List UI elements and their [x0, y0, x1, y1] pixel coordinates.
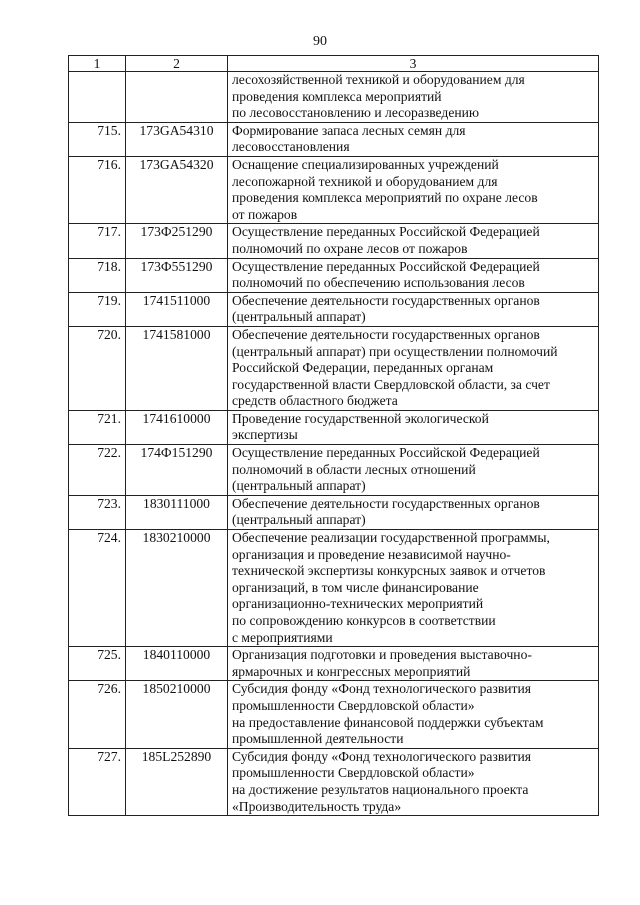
row-code-cell: 1840110000 — [126, 647, 228, 681]
description-line: Субсидия фонду «Фонд технологического развития — [232, 748, 531, 764]
description-line: с мероприятиями — [232, 629, 333, 645]
row-description-cell — [228, 326, 599, 410]
row-code-cell: 173Ф551290 — [126, 258, 228, 292]
row-code-cell: 1741581000 — [126, 326, 228, 410]
row-description-cell — [228, 156, 599, 223]
description-line: (центральный аппарат) — [232, 478, 366, 494]
continuation-row — [69, 72, 599, 123]
row-number-cell: 716. — [69, 156, 126, 223]
description-line: государственной власти Свердловской области, за счет — [232, 376, 550, 392]
row-description-cell — [228, 681, 599, 748]
description-line: (центральный аппарат) — [232, 512, 366, 528]
table-row — [69, 410, 599, 444]
column-header-1: 1 — [69, 56, 126, 72]
row-code-cell: 174Ф151290 — [126, 445, 228, 496]
row-code-cell: 173Ф251290 — [126, 224, 228, 258]
description-line: Осуществление переданных Российской Федерацией — [232, 224, 540, 240]
table-row — [69, 647, 599, 681]
description-line: на предоставление финансовой поддержки субъектам — [232, 714, 544, 730]
description-line: на достижение результатов национального проекта — [232, 781, 529, 797]
row-number-cell: 720. — [69, 326, 126, 410]
row-number-cell: 715. — [69, 122, 126, 156]
table-row — [69, 445, 599, 496]
description-line: ярмарочных и конгрессных мероприятий — [232, 663, 471, 679]
row-number-cell: 717. — [69, 224, 126, 258]
description-line: полномочий по охране лесов от пожаров — [232, 240, 468, 256]
row-number-cell: 725. — [69, 647, 126, 681]
row-code-cell — [126, 72, 228, 123]
row-number-cell: 718. — [69, 258, 126, 292]
description-line: экспертизы — [232, 427, 298, 443]
table-row — [69, 326, 599, 410]
row-description-cell — [228, 748, 599, 815]
table-header-row — [69, 56, 599, 72]
row-code-cell: 173GA54310 — [126, 122, 228, 156]
description-line: организационно-технических мероприятий — [232, 596, 484, 612]
description-line: средств областного бюджета — [232, 393, 398, 409]
description-line: Оснащение специализированных учреждений — [232, 156, 499, 172]
row-code-cell: 1850210000 — [126, 681, 228, 748]
table-row — [69, 122, 599, 156]
row-code-cell: 1830111000 — [126, 495, 228, 529]
row-code-cell: 1830210000 — [126, 530, 228, 647]
description-line: организаций, в том числе финансирование — [232, 579, 479, 595]
row-description-cell — [228, 72, 599, 123]
description-line: промышленной деятельности — [232, 731, 404, 747]
row-number-cell — [69, 72, 126, 123]
row-description-cell — [228, 647, 599, 681]
row-description-cell — [228, 445, 599, 496]
row-description-cell — [228, 258, 599, 292]
description-line: по сопровождению конкурсов в соответствии — [232, 613, 496, 628]
description-line: промышленности Свердловской области» — [232, 765, 475, 781]
description-line: промышленности Свердловской области» — [232, 697, 475, 713]
description-line: лесохозяйственной техникой и оборудованием для — [232, 72, 525, 87]
table-row — [69, 156, 599, 223]
description-line: Организация подготовки и проведения выставочно- — [232, 647, 532, 663]
page-number: 90 — [313, 34, 327, 49]
description-line: Обеспечение реализации государственной программы, — [232, 530, 550, 546]
row-number-cell: 727. — [69, 748, 126, 815]
row-description-cell — [228, 122, 599, 156]
row-number-cell: 721. — [69, 410, 126, 444]
table-row — [69, 224, 599, 258]
table-row — [69, 258, 599, 292]
table-row — [69, 681, 599, 748]
description-line: Российской Федерации, переданных органам — [232, 360, 494, 376]
row-number-cell: 722. — [69, 445, 126, 496]
row-number-cell: 724. — [69, 530, 126, 647]
row-description-cell — [228, 495, 599, 529]
description-line: Обеспечение деятельности государственных органов — [232, 326, 540, 342]
description-line: (центральный аппарат) — [232, 309, 366, 325]
column-header-2: 2 — [126, 56, 228, 72]
description-line: Осуществление переданных Российской Федерацией — [232, 445, 540, 461]
description-line: полномочий в области лесных отношений — [232, 461, 476, 477]
description-line: (центральный аппарат) при осуществлении полномочий — [232, 343, 558, 359]
table-row — [69, 530, 599, 647]
description-line: Проведение государственной экологической — [232, 410, 489, 426]
row-number-cell: 719. — [69, 292, 126, 326]
row-number-cell: 726. — [69, 681, 126, 748]
description-line: Субсидия фонду «Фонд технологического развития — [232, 681, 531, 697]
description-line: лесовосстановления — [232, 139, 350, 155]
description-line: «Производительность труда» — [232, 798, 402, 814]
description-line: Формирование запаса лесных семян для — [232, 122, 466, 138]
row-description-cell — [228, 292, 599, 326]
description-line: технической экспертизы конкурсных заявок и отчетов — [232, 563, 546, 579]
description-line: проведения комплекса мероприятий по охране лесов — [232, 190, 538, 206]
row-code-cell: 185L252890 — [126, 748, 228, 815]
description-line: проведения комплекса мероприятий — [232, 88, 442, 104]
table-row — [69, 748, 599, 815]
row-description-cell — [228, 410, 599, 444]
table-row — [69, 495, 599, 529]
row-number-cell: 723. — [69, 495, 126, 529]
table-row — [69, 292, 599, 326]
column-header-3: 3 — [228, 56, 599, 72]
row-code-cell: 173GA54320 — [126, 156, 228, 223]
description-line: Обеспечение деятельности государственных органов — [232, 495, 540, 511]
row-description-cell — [228, 224, 599, 258]
row-code-cell: 1741511000 — [126, 292, 228, 326]
description-line: лесопожарной техникой и оборудованием для — [232, 173, 498, 189]
description-line: Осуществление переданных Российской Федерацией — [232, 258, 540, 274]
description-line: организация и проведение независимой научно- — [232, 546, 511, 562]
description-line: Обеспечение деятельности государственных органов — [232, 292, 540, 308]
row-code-cell: 1741610000 — [126, 410, 228, 444]
description-line: по лесовосстановлению и лесоразведению — [232, 105, 480, 121]
budget-classification-table — [68, 55, 599, 816]
row-description-cell — [228, 530, 599, 647]
description-line: от пожаров — [232, 206, 298, 222]
table-body — [69, 72, 599, 816]
description-line: полномочий по обеспечению использования лесов — [232, 275, 525, 291]
